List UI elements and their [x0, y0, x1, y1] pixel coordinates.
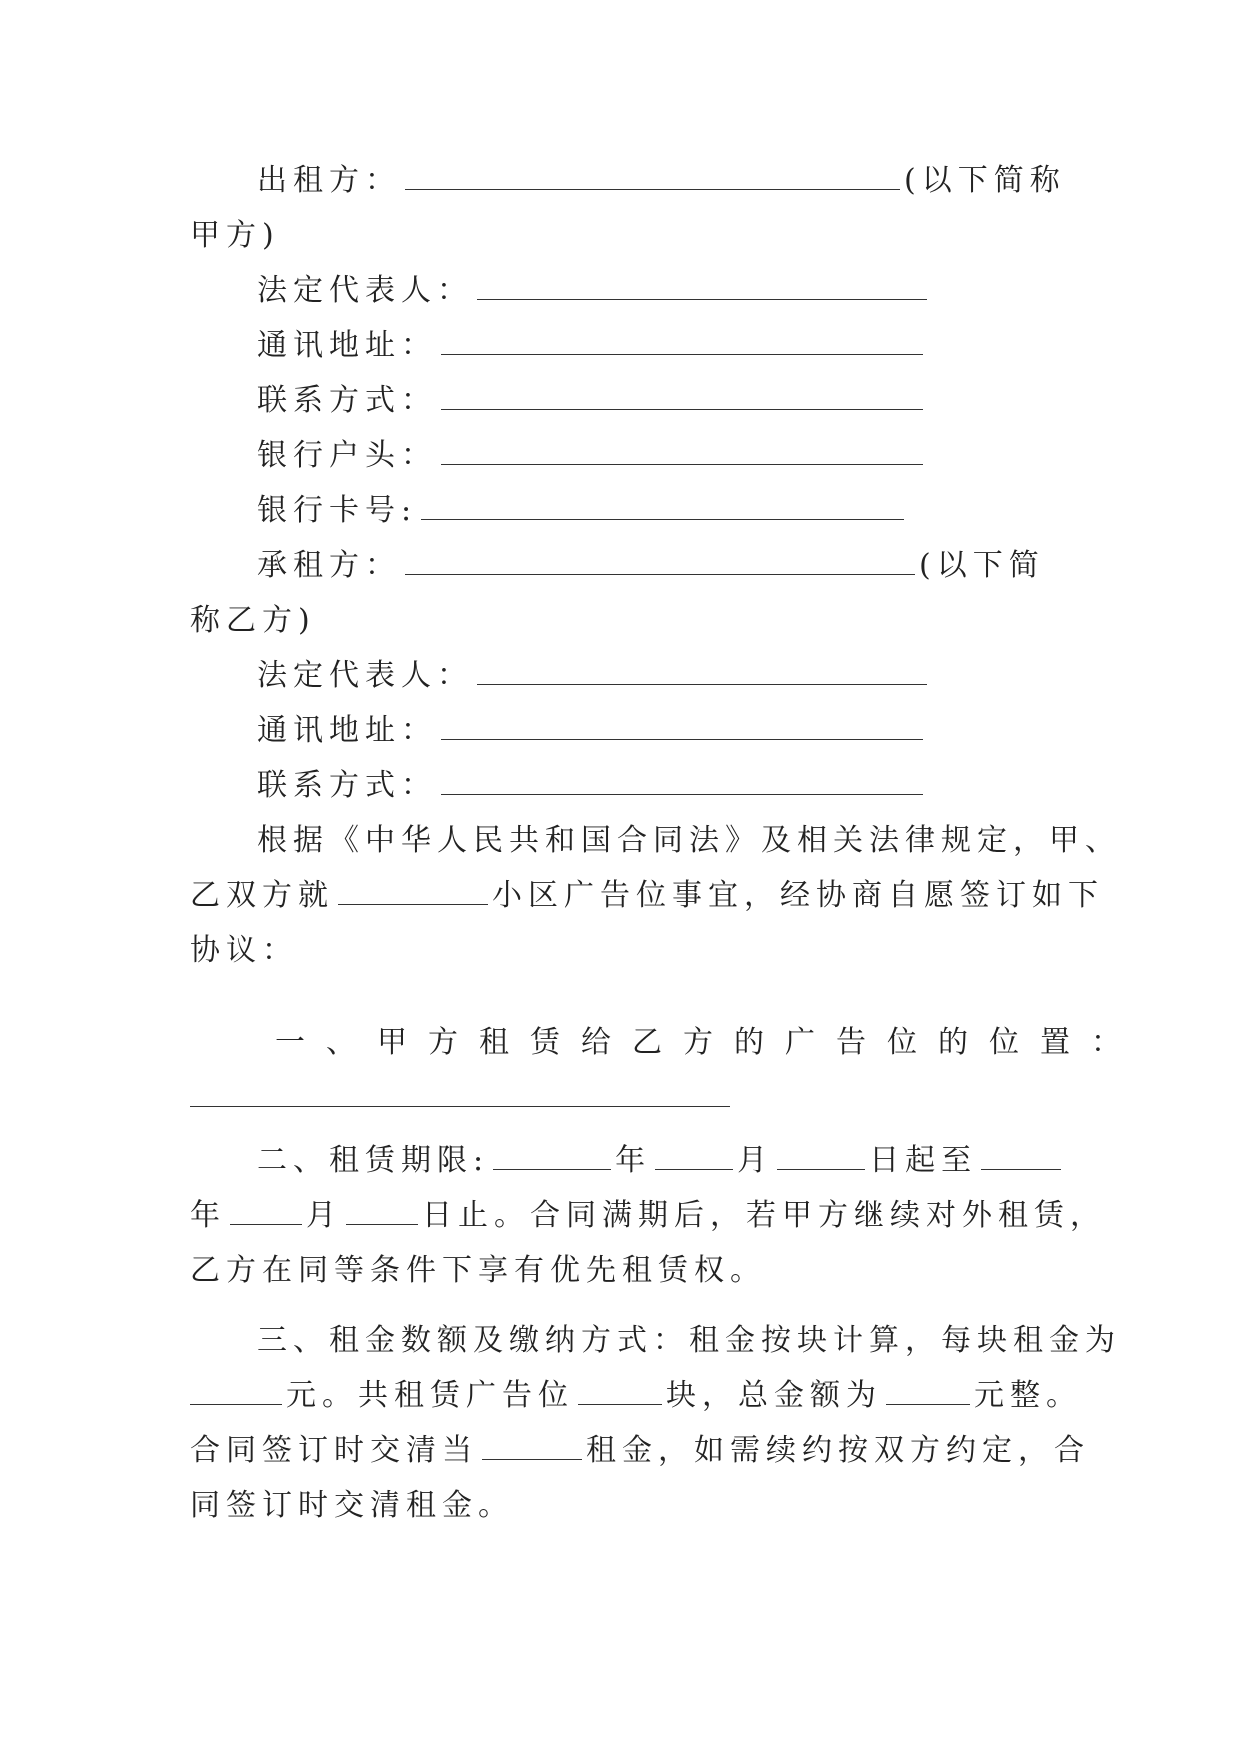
- clause-2-line-3: [190, 1253, 1050, 1289]
- block-count-blank[interactable]: [578, 1382, 662, 1405]
- clause-2-year: 年: [615, 1143, 652, 1178]
- lessee-legal-rep-line: [257, 658, 1117, 694]
- start-day-blank[interactable]: [777, 1147, 865, 1170]
- clause-3-line-3: [190, 1433, 1090, 1469]
- price-per-block-blank[interactable]: [190, 1382, 282, 1405]
- clause-2-month2: 月: [306, 1198, 342, 1233]
- clause-3-text-4: 同签订时交清租金。: [190, 1488, 514, 1523]
- lessor-legal-rep-label: 法定代表人：: [257, 273, 473, 308]
- lessor-legal-rep-blank[interactable]: [477, 277, 927, 300]
- lessor-contact-label: 联系方式：: [257, 383, 437, 418]
- lessor-bank-card-line: [257, 493, 1117, 529]
- lessor-legal-rep-line: [257, 273, 1117, 309]
- lessor-suffix-cont: 甲方): [190, 218, 280, 253]
- start-year-blank[interactable]: [493, 1147, 611, 1170]
- lessor-bank-card-blank[interactable]: [421, 497, 904, 520]
- clause-1-line: [275, 1025, 1142, 1061]
- lessor-contact-blank[interactable]: [441, 387, 923, 410]
- clause-2-line-1: [257, 1143, 1117, 1179]
- lessor-name-blank[interactable]: [405, 167, 900, 190]
- community-name-blank[interactable]: [338, 882, 488, 905]
- lessee-name-blank[interactable]: [405, 552, 915, 575]
- clause-3-block: 块，总金额为: [666, 1378, 882, 1413]
- lessee-legal-rep-blank[interactable]: [477, 662, 927, 685]
- preamble-line-1: [257, 823, 1121, 859]
- lessor-suffix-line: [190, 218, 1050, 254]
- lessee-suffix-line: [190, 603, 1050, 639]
- lessee-label: 承租方：: [257, 548, 401, 583]
- lessor-label: 出租方：: [257, 163, 401, 198]
- clause-3-text-1: 三、租金数额及缴纳方式：租金按块计算，每块租金为: [257, 1323, 1121, 1358]
- clause-3-line-1: [257, 1323, 1121, 1359]
- lessee-suffix: (以下简: [919, 548, 1045, 583]
- preamble-text-3: 协议：: [190, 933, 298, 968]
- end-month-blank[interactable]: [230, 1202, 302, 1225]
- lessor-bank-account-blank[interactable]: [441, 442, 923, 465]
- clause-2-day-from: 日起至: [869, 1143, 978, 1178]
- clause-3-text-3b: 租金，如需续约按双方约定，合: [586, 1433, 1090, 1468]
- lessor-bank-account-line: [257, 438, 1117, 474]
- lessee-suffix-cont: 称乙方): [190, 603, 316, 638]
- clause-3-yuan: 元。共租赁广告位: [286, 1378, 574, 1413]
- clause-2-year2: 年: [190, 1198, 226, 1233]
- clause-3-line-4: [190, 1488, 1050, 1524]
- preamble-line-2: [190, 878, 1104, 914]
- ad-position-blank[interactable]: [190, 1084, 730, 1107]
- lessee-contact-line: [257, 768, 1117, 804]
- preamble-text-1: 根据《中华人民共和国合同法》及相关法律规定，甲、: [257, 823, 1121, 858]
- lessee-contact-blank[interactable]: [441, 772, 923, 795]
- preamble-line-3: [190, 933, 1050, 969]
- period-blank[interactable]: [482, 1437, 582, 1460]
- clause-2-text-3: 乙方在同等条件下享有优先租赁权。: [190, 1253, 766, 1288]
- lessor-address-label: 通讯地址：: [257, 328, 437, 363]
- lessor-suffix: (以下简称: [904, 163, 1066, 198]
- lessor-contact-line: [257, 383, 1117, 419]
- preamble-text-2b: 小区广告位事宜，经协商自愿签订如下: [492, 878, 1104, 913]
- lessee-legal-rep-label: 法定代表人：: [257, 658, 473, 693]
- lessor-address-line: [257, 328, 1117, 364]
- clause-2-month: 月: [737, 1143, 774, 1178]
- preamble-text-2a: 乙双方就: [190, 878, 334, 913]
- lessor-address-blank[interactable]: [441, 332, 923, 355]
- lessee-line: [257, 548, 1117, 584]
- lessor-bank-account-label: 银行户头：: [257, 438, 437, 473]
- end-day-blank[interactable]: [346, 1202, 418, 1225]
- lessee-contact-label: 联系方式：: [257, 768, 437, 803]
- lessor-bank-card-label: 银行卡号:: [257, 493, 418, 528]
- start-month-blank[interactable]: [655, 1147, 733, 1170]
- clause-3-text-3a: 合同签订时交清当: [190, 1433, 478, 1468]
- end-year-blank[interactable]: [981, 1147, 1061, 1170]
- lessee-address-blank[interactable]: [441, 717, 923, 740]
- lessor-line: [257, 163, 1117, 199]
- clause-3-line-2: [190, 1378, 1082, 1414]
- clause-2-line-2: [190, 1198, 1106, 1234]
- clause-1-text: 一、甲方租赁给乙方的广告位的位置：: [275, 1025, 1142, 1060]
- total-amount-blank[interactable]: [886, 1382, 970, 1405]
- clause-2-label: 二、租赁期限:: [257, 1143, 490, 1178]
- lessee-address-label: 通讯地址：: [257, 713, 437, 748]
- clause-3-yuan-total: 元整。: [974, 1378, 1082, 1413]
- clause-1-blank-line: [190, 1080, 1050, 1116]
- clause-2-day-to: 日止。合同满期后，若甲方继续对外租赁，: [422, 1198, 1106, 1233]
- lessee-address-line: [257, 713, 1117, 749]
